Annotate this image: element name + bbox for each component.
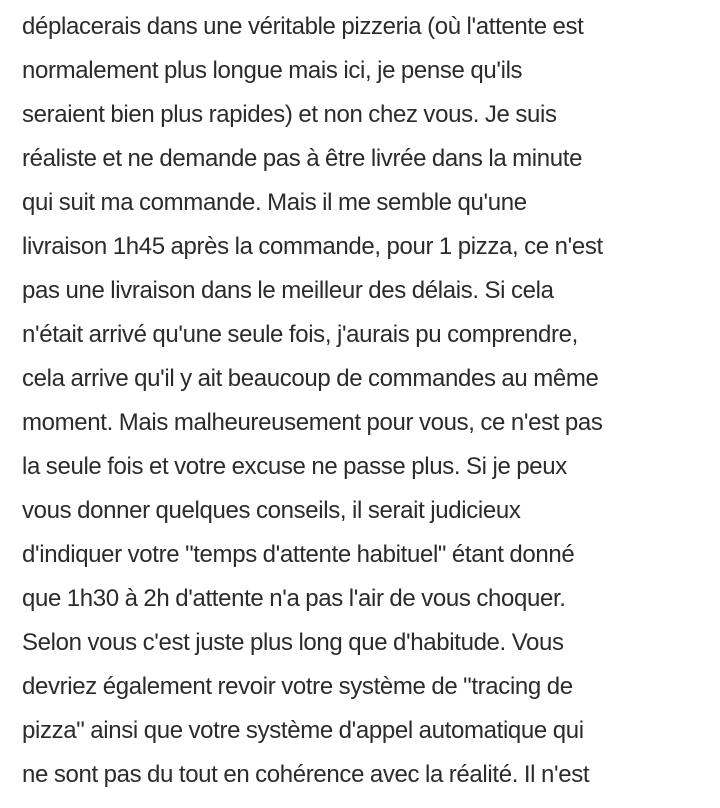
review-line: devriez également revoir votre système de "tracing de: [22, 673, 573, 700]
review-line: pizza" ainsi que votre système d'appel automatique qui: [22, 717, 584, 744]
review-line: livraison 1h45 après la commande, pour 1 pizza, ce n'est: [22, 233, 603, 260]
review-line: normalement plus longue mais ici, je pense qu'ils: [22, 57, 523, 84]
review-line: cela arrive qu'il y ait beaucoup de commandes au même: [22, 365, 599, 392]
review-line: la seule fois et votre excuse ne passe plus. Si je peux: [22, 453, 567, 480]
review-line: ne sont pas du tout en cohérence avec la réalité. Il n'est: [22, 761, 590, 788]
review-line: réaliste et ne demande pas à être livrée dans la minute: [22, 145, 583, 172]
review-line: d'indiquer votre "temps d'attente habituel" étant donné: [22, 541, 575, 568]
review-line: déplacerais dans une véritable pizzeria (où l'attente est: [22, 13, 584, 40]
review-text: [22, 5, 712, 797]
review-line: Selon vous c'est juste plus long que d'habitude. Vous: [22, 629, 564, 656]
review-line: qui suit ma commande. Mais il me semble qu'une: [22, 189, 527, 216]
review-line: vous donner quelques conseils, il serait judicieux: [22, 497, 521, 524]
review-line: que 1h30 à 2h d'attente n'a pas l'air de vous choquer.: [22, 585, 566, 612]
review-line: pas une livraison dans le meilleur des délais. Si cela: [22, 277, 554, 304]
review-line: moment. Mais malheureusement pour vous, ce n'est pas: [22, 409, 603, 436]
review-line: n'était arrivé qu'une seule fois, j'aurais pu comprendre,: [22, 321, 578, 348]
review-line: seraient bien plus rapides) et non chez vous. Je suis: [22, 101, 557, 128]
